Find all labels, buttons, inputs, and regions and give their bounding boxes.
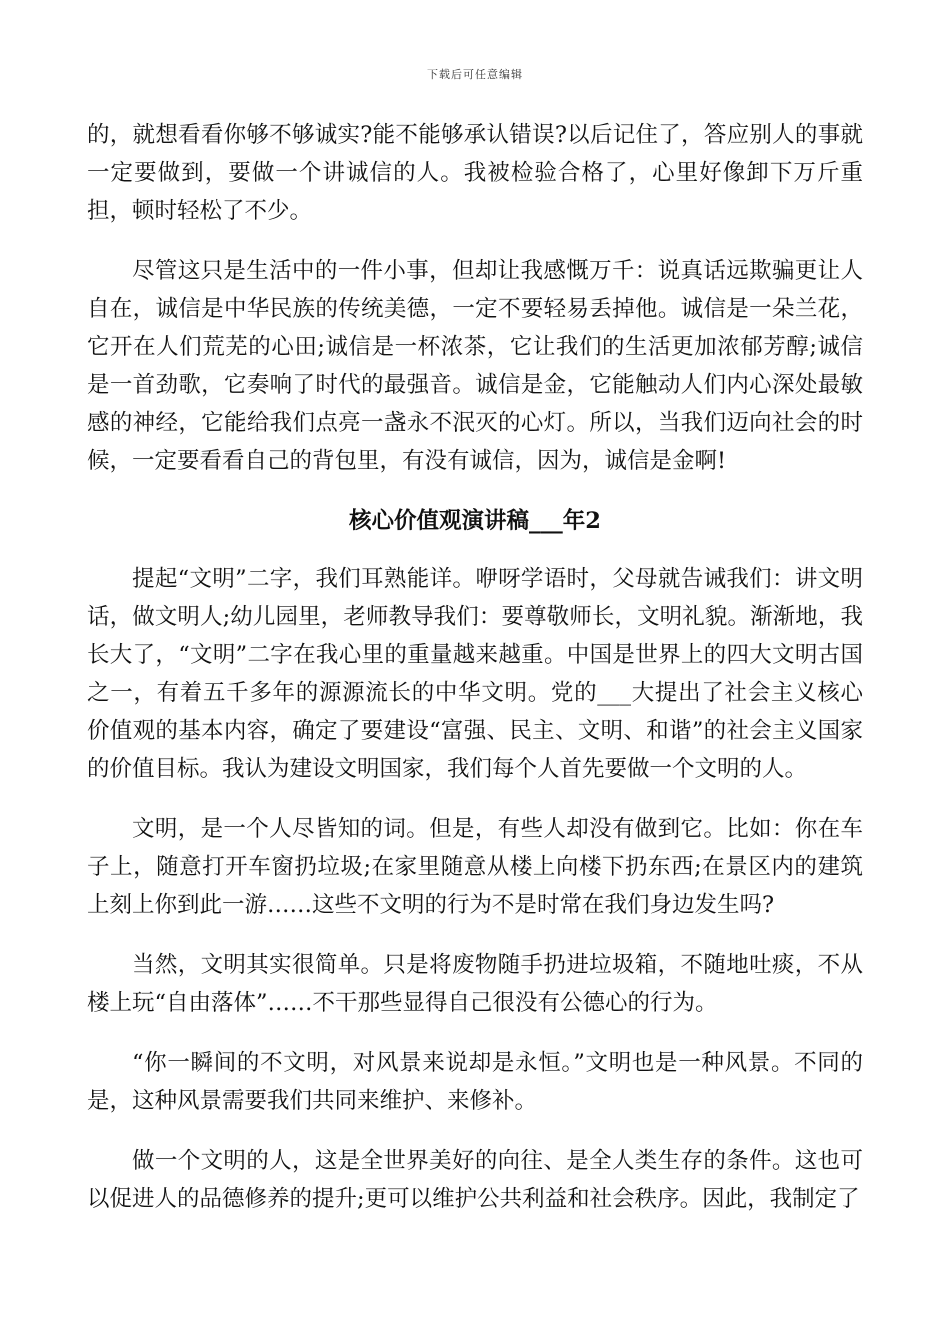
section-title: 核心价值观演讲稿___年2 [349, 508, 601, 534]
paragraph-civility-simple: 当然，文明其实很简单。只是将废物随手扔进垃圾箱，不随地吐痰，不从楼上玩“自由落体”……不干那些显得自己很没有公德心的行为。 [87, 952, 863, 1016]
page-header: 下载后可任意编辑 [427, 68, 523, 81]
paragraph-continuation: 的，就想看看你够不够诚实?能不能够承认错误?以后记住了，答应别人的事就一定要做到，要做一个讲诚信的人。我被检验合格了，心里好像卸下万斤重担，顿时轻松了不少。 [87, 122, 863, 224]
document-body [87, 116, 863, 1240]
paragraph-civility-examples: 文明，是一个人尽皆知的词。但是，有些人却没有做到它。比如：你在车子上，随意打开车窗扔垃圾;在家里随意从楼上向楼下扔东西;在景区内的建筑上刻上你到此一游……这些不文明的行为不是时常在我们身边发生吗? [87, 816, 863, 918]
paragraph-civility-scenery: “你一瞬间的不文明，对风景来说却是永恒。”文明也是一种风景。不同的是，这种风景需要我们共同来维护、来修补。 [87, 1050, 863, 1114]
paragraph-honesty: 尽管这只是生活中的一件小事，但却让我感慨万千：说真话远欺骗更让人自在，诚信是中华民族的传统美德，一定不要轻易丢掉他。诚信是一朵兰花，它开在人们荒芜的心田;诚信是一杯浓茶，它让我们的生活更加浓郁芳醇;诚信是一首劲歌，它奏响了时代的最强音。诚信是金，它能触动人们内心深处最敏感的神经，它能给我们点亮一盏永不泯灭的心灯。所以，当我们迈向社会的时候，一定要看看自己的背包里，有没有诚信，因为，诚信是金啊! [87, 258, 863, 474]
paragraph-civility-intro: 提起“文明”二字，我们耳熟能详。咿呀学语时，父母就告诫我们：讲文明话，做文明人;幼儿园里，老师教导我们：要尊敬师长，文明礼貌。渐渐地，我长大了，“文明”二字在我心里的重量越来越重。中国是世界上的四大文明古国之一，有着五千多年的源源流长的中华文明。党的___大提出了社会主义核心价值观的基本内容，确定了要建设“富强、民主、文明、和谐”的社会主义国家的价值目标。我认为建设文明国家，我们每个人首先要做一个文明的人。 [87, 566, 863, 782]
paragraph-civility-person: 做一个文明的人，这是全世界美好的向往、是全人类生存的条件。这也可以促进人的品德修养的提升;更可以维护公共利益和社会秩序。因此，我制定了 [87, 1148, 863, 1212]
